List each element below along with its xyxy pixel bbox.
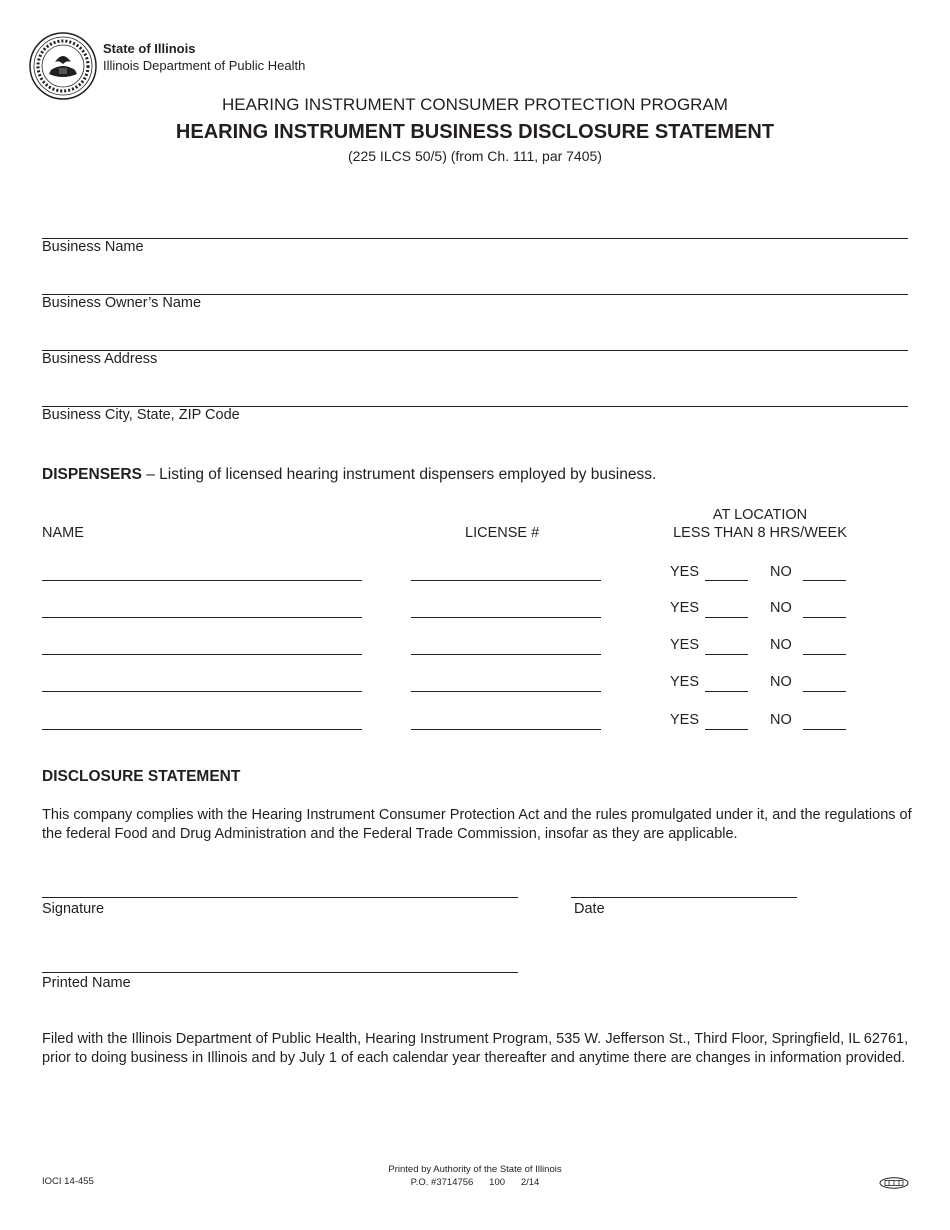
signature-field[interactable] xyxy=(42,897,518,898)
column-header-location-line1: AT LOCATION xyxy=(712,507,808,523)
dispenser-2-no-label: NO xyxy=(770,600,792,616)
dispenser-2-license-field[interactable] xyxy=(411,617,601,618)
dispenser-1-yes-field[interactable] xyxy=(705,580,748,581)
business-address-label: Business Address xyxy=(42,351,158,367)
union-bug-icon xyxy=(879,1177,909,1189)
dispensers-heading: DISPENSERS xyxy=(42,466,142,483)
dispenser-1-no-field[interactable] xyxy=(803,580,846,581)
dispenser-4-no-label: NO xyxy=(770,674,792,690)
dispenser-4-license-field[interactable] xyxy=(411,691,601,692)
dispenser-1-no-label: NO xyxy=(770,564,792,580)
dispenser-5-yes-field[interactable] xyxy=(705,729,748,730)
dispensers-description: – Listing of licensed hearing instrument dispensers employed by business. xyxy=(141,466,657,483)
date-label: Date xyxy=(574,901,605,917)
dispenser-3-name-field[interactable] xyxy=(42,654,362,655)
dispensers-intro xyxy=(42,466,656,484)
business-address-field[interactable] xyxy=(42,350,908,351)
state-seal-icon xyxy=(29,32,97,100)
dispenser-2-no-field[interactable] xyxy=(803,617,846,618)
printing-info xyxy=(0,1163,950,1189)
dispenser-4-yes-field[interactable] xyxy=(705,691,748,692)
dispenser-3-license-field[interactable] xyxy=(411,654,601,655)
signature-label: Signature xyxy=(42,901,105,917)
po-number: P.O. #3714756 100 2/14 xyxy=(410,1177,540,1188)
dispenser-5-license-field[interactable] xyxy=(411,729,601,730)
dispenser-5-yes-label: YES xyxy=(670,712,700,728)
dispenser-4-name-field[interactable] xyxy=(42,691,362,692)
dispenser-5-no-field[interactable] xyxy=(803,729,846,730)
filing-instructions: Filed with the Illinois Department of Public Health, Hearing Instrument Program, 535 W. Jefferson St., Third Floor, Springfield, IL 62761, prior to doing business in Illinois and by July 1 of each calendar year thereafter and anytime there are changes in information provided. xyxy=(42,1031,909,1066)
dispenser-1-license-field[interactable] xyxy=(411,580,601,581)
form-number: IOCI 14-455 xyxy=(42,1176,94,1187)
business-owner-name-label: Business Owner’s Name xyxy=(42,295,202,311)
dispenser-2-yes-field[interactable] xyxy=(705,617,748,618)
program-name: HEARING INSTRUMENT CONSUMER PROTECTION PROGRAM xyxy=(222,95,728,114)
dispenser-3-no-label: NO xyxy=(770,637,792,653)
dispenser-4-yes-label: YES xyxy=(670,674,700,690)
dispenser-2-yes-label: YES xyxy=(670,600,700,616)
dispenser-3-yes-field[interactable] xyxy=(705,654,748,655)
printed-by-authority: Printed by Authority of the State of Illinois xyxy=(388,1164,562,1175)
dispenser-1-name-field[interactable] xyxy=(42,580,362,581)
dispenser-5-name-field[interactable] xyxy=(42,729,362,730)
disclosure-text: This company complies with the Hearing Instrument Consumer Protection Act and the rules promulgated under it, and the regulations of the federal Food and Drug Administration and the Federal Trade Commission, insofar as they are applicable. xyxy=(42,807,912,842)
business-city-state-zip-label: Business City, State, ZIP Code xyxy=(42,407,240,423)
statute-citation: (225 ILCS 50/5) (from Ch. 111, par 7405) xyxy=(348,148,602,164)
dispenser-3-yes-label: YES xyxy=(670,637,700,653)
date-field[interactable] xyxy=(571,897,797,898)
business-name-label: Business Name xyxy=(42,239,144,255)
form-title: HEARING INSTRUMENT BUSINESS DISCLOSURE STATEMENT xyxy=(175,121,775,143)
dispenser-4-no-field[interactable] xyxy=(803,691,846,692)
disclosure-heading: DISCLOSURE STATEMENT xyxy=(42,768,241,785)
column-header-location-line2: LESS THAN 8 HRS/WEEK xyxy=(673,525,847,541)
column-header-license: LICENSE # xyxy=(465,525,540,541)
business-name-field[interactable] xyxy=(42,238,908,239)
column-header-name: NAME xyxy=(42,525,84,541)
state-name: State of Illinois xyxy=(103,41,196,56)
printed-name-label: Printed Name xyxy=(42,975,131,991)
dispenser-1-yes-label: YES xyxy=(670,564,700,580)
department-name: Illinois Department of Public Health xyxy=(103,58,306,73)
printed-name-field[interactable] xyxy=(42,972,518,973)
dispenser-2-name-field[interactable] xyxy=(42,617,362,618)
dispenser-3-no-field[interactable] xyxy=(803,654,846,655)
dispenser-5-no-label: NO xyxy=(770,712,792,728)
